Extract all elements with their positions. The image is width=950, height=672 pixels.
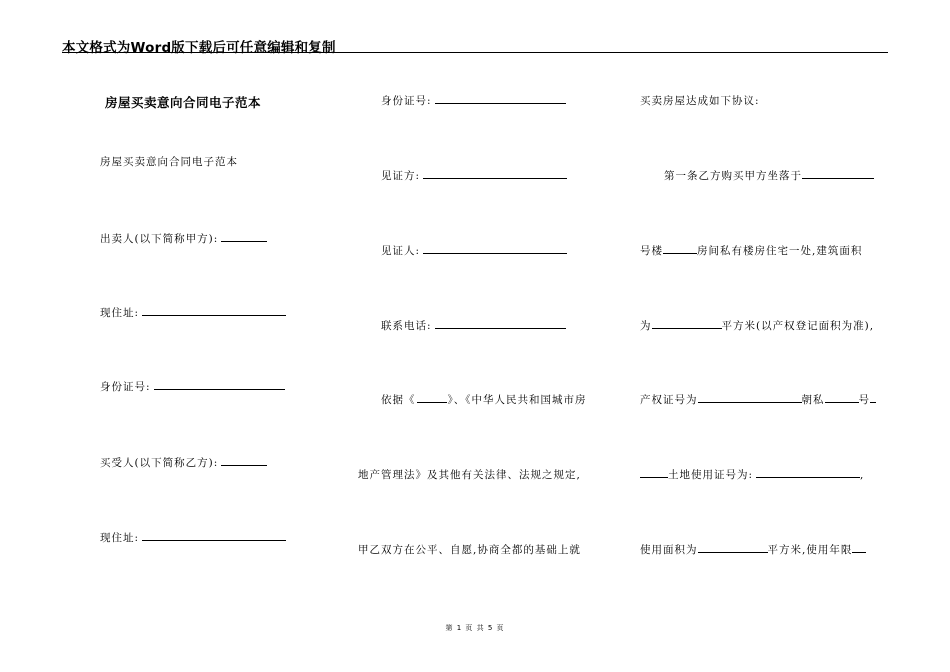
area-blank (652, 327, 722, 329)
basis-text-a: 依据《 (381, 394, 416, 406)
article-1-line-2 (640, 243, 862, 258)
basis-line-3: 甲乙双方在公平、自愿,协商全都的基础上就 (358, 544, 581, 556)
land-cert-blank (756, 476, 860, 478)
buyer-blank (221, 464, 267, 466)
cert-no-blank (698, 401, 802, 403)
seller-address-label: 现住址: (100, 307, 140, 319)
seller-id-blank (154, 388, 285, 390)
agreement-intro: 买卖房屋达成如下协议: (640, 95, 760, 107)
basis-text-b: 》、《中华人民共和国城市房 (447, 394, 587, 406)
witness-label: 见证人: (381, 245, 421, 257)
private-no-blank (825, 401, 859, 403)
land-cert-label: 土地使用证号为: (668, 469, 754, 481)
document-subtitle: 房屋买卖意向合同电子范本 (100, 156, 238, 168)
buyer-address-line (100, 530, 286, 545)
building-no-label: 号楼 (640, 245, 663, 257)
article-1-line-1 (664, 168, 874, 183)
header-rule (62, 52, 888, 53)
page-footer: 第 1 页 共 5 页 (445, 624, 505, 632)
area-text: 平方米(以产权登记面积为准), (721, 320, 875, 332)
article-1-line-4 (640, 392, 876, 407)
buyer-id-line (381, 93, 566, 108)
room-text: 房间私有楼房住宅一处,建筑面积 (697, 245, 863, 257)
article-1-line-5 (640, 467, 864, 482)
basis-line-1 (381, 392, 587, 407)
law-name-blank (417, 401, 447, 403)
witness-party-blank (423, 177, 567, 179)
phone-blank (435, 327, 566, 329)
private-label: 朝私 (801, 394, 825, 406)
article-1-text-a: 第一条乙方购买甲方坐落于 (664, 170, 802, 182)
buyer-address-blank (142, 539, 286, 541)
document-title: 房屋买卖意向合同电子范本 (105, 95, 262, 110)
phone-line (381, 318, 566, 333)
witness-blank (423, 252, 567, 254)
buyer-label: 买受人(以下简称乙方): (100, 457, 219, 469)
witness-line (381, 243, 567, 258)
witness-party-line (381, 168, 567, 183)
location-blank (802, 177, 874, 179)
buyer-address-label: 现住址: (100, 532, 140, 544)
seller-blank (221, 240, 267, 242)
basis-line-2: 地产管理法》及其他有关法律、法规之规定, (358, 469, 581, 481)
buyer-id-label: 身份证号: (381, 95, 432, 107)
phone-label: 联系电话: (381, 320, 432, 332)
seller-address-blank (142, 314, 286, 316)
building-no-blank (663, 252, 697, 254)
usage-area-blank (698, 551, 768, 553)
number-tail-blank (870, 401, 876, 403)
seller-line (100, 231, 267, 246)
land-blank-leading (640, 476, 668, 478)
usage-area-label: 使用面积为 (640, 544, 698, 556)
number-label: 号 (858, 394, 870, 406)
usage-term-text: 平方米,使用年限 (767, 544, 853, 556)
buyer-line (100, 455, 267, 470)
article-1-line-3 (640, 318, 874, 333)
land-cert-comma: , (860, 469, 865, 481)
seller-id-label: 身份证号: (100, 381, 151, 393)
seller-id-line (100, 379, 285, 394)
buyer-id-blank (435, 102, 566, 104)
usage-term-blank (852, 551, 866, 553)
area-prefix: 为 (640, 320, 652, 332)
seller-label: 出卖人(以下简称甲方): (100, 233, 219, 245)
witness-party-label: 见证方: (381, 170, 421, 182)
header-title: 本文格式为Word版下载后可任意编辑和复制 (62, 40, 336, 56)
article-1-line-6 (640, 542, 866, 557)
seller-address-line (100, 305, 286, 320)
cert-no-label: 产权证号为 (640, 394, 698, 406)
